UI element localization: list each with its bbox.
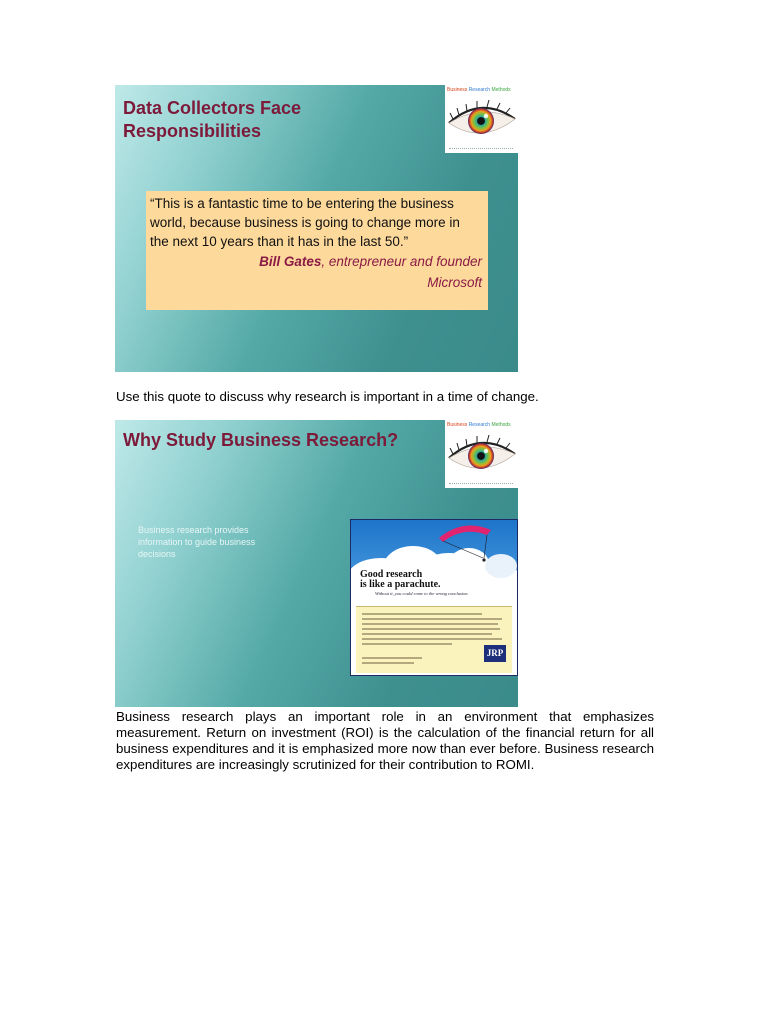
fine-print-line: [362, 618, 502, 620]
logo-word-3: Methods: [491, 87, 511, 93]
fine-print-line: [362, 662, 414, 664]
jrp-logo: JRP: [484, 645, 506, 662]
ad-headline: [360, 570, 441, 590]
slide-why-study: [115, 420, 518, 707]
author-name: Bill Gates: [259, 254, 322, 269]
ad-subline: Without it, you could come to the wrong conclusion.: [375, 591, 469, 596]
slide-title: Why Study Business Research?: [123, 430, 399, 450]
quote-box: [146, 191, 488, 310]
logo-divider: [449, 483, 513, 486]
logo-word-3: Methods: [491, 422, 511, 428]
fine-print-line: [362, 643, 452, 645]
body-paragraph: Business research plays an important role in an environment that emphasizes measurement. Return on investment (ROI) is the calculation of the financial return for all business expenditures and it is emphasized more now than ever before. Business research expenditures are increasingly scrutinized for their contribution to ROMI.: [116, 709, 654, 772]
fine-print-line: [362, 633, 492, 635]
quote-author: [150, 251, 482, 272]
ad-headline-line-1: Good research: [360, 569, 423, 580]
author-role: , entrepreneur and founder: [321, 254, 482, 269]
slide-title: [123, 97, 301, 143]
slide-title-line-2: Responsibilities: [123, 121, 262, 141]
logo-box: [445, 420, 518, 488]
fine-print-line: [362, 623, 498, 625]
logo-box: [445, 85, 518, 153]
author-company: Microsoft: [427, 275, 482, 290]
ad-text-panel: [356, 606, 512, 673]
parachute-ad: [350, 519, 518, 676]
fine-print-line: [362, 638, 502, 640]
logo-word-2: Research: [468, 422, 491, 428]
eye-icon: [445, 93, 518, 149]
fine-print-line: [362, 613, 482, 615]
fine-print-line: [362, 628, 500, 630]
caption-quote: Use this quote to discuss why research is important in a time of change.: [116, 389, 539, 404]
ad-headline-line-2: is like a parachute.: [360, 579, 441, 590]
logo-word-1: Business: [447, 87, 468, 93]
slide-data-collectors: [115, 85, 518, 372]
logo-word-1: Business: [447, 422, 468, 428]
logo-divider: [449, 148, 513, 151]
eye-icon: [445, 428, 518, 484]
logo-word-2: Research: [468, 87, 491, 93]
quote-text: “This is a fantastic time to be entering the business world, because business is going to change more in the next 10 years than it has in the last 50.”: [150, 196, 460, 249]
bullet-text: Business research provides information to guide business decisions: [138, 525, 256, 559]
fine-print-line: [362, 657, 422, 659]
slide-title-line-1: Data Collectors Face: [123, 98, 302, 118]
